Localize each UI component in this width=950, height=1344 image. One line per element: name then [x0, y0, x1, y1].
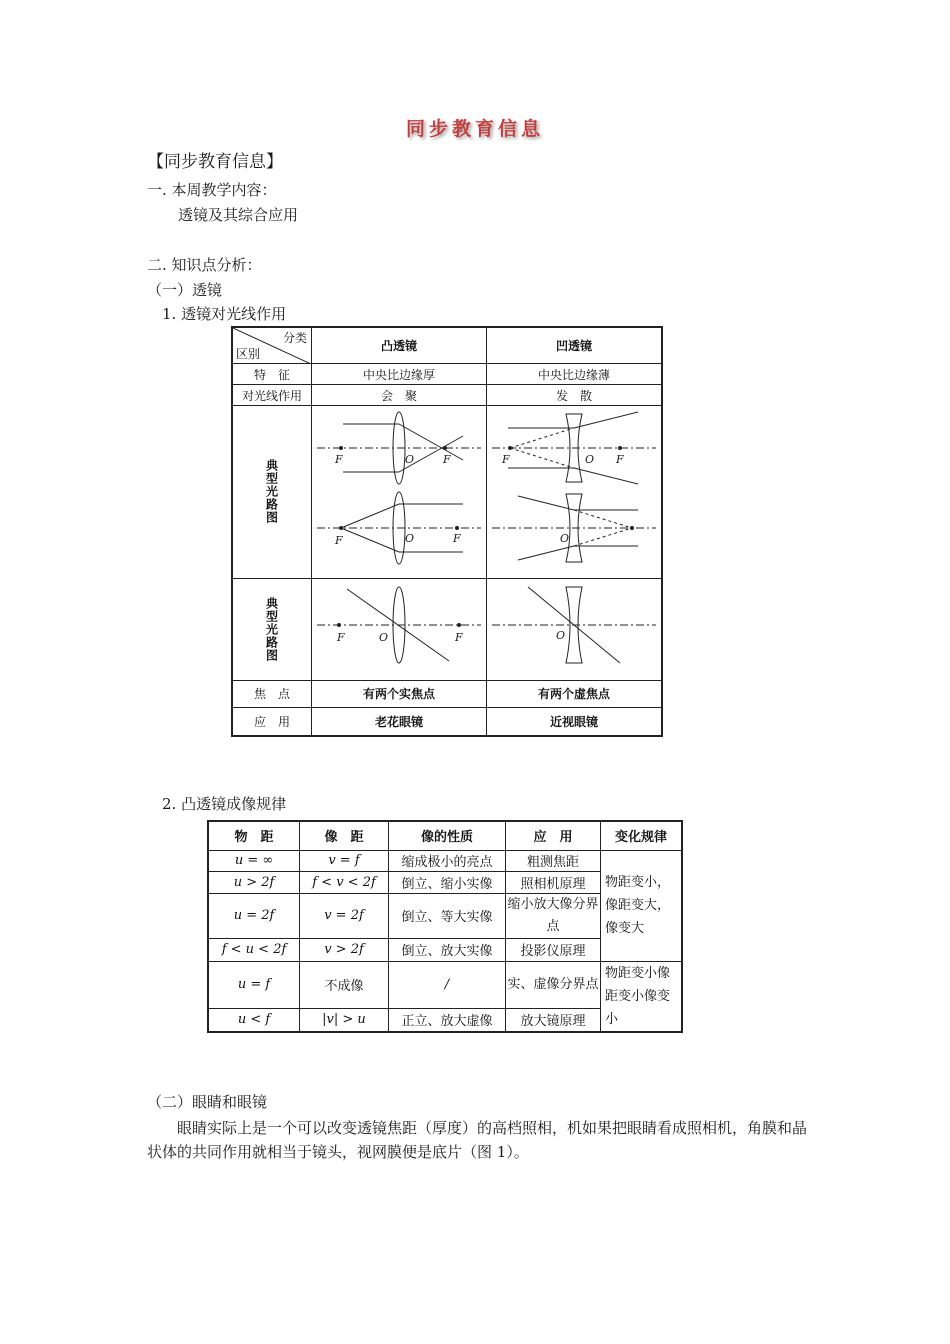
convex-center-f-left: F	[336, 631, 345, 645]
application-cell: 实、虚像分界点	[506, 961, 601, 1008]
convex-center-o: O	[378, 631, 389, 645]
item-2-title: 2. 凸透镜成像规律	[162, 795, 287, 813]
concave-bottom-o: O	[559, 531, 570, 545]
subsection-eye-title: （二）眼睛和眼镜	[147, 1093, 268, 1111]
u-cell: u = f	[208, 961, 300, 1008]
concave-focus: 有两个虚焦点	[486, 680, 662, 707]
convex-focus: 有两个实焦点	[312, 680, 487, 707]
v-cell: v = f	[300, 850, 389, 871]
u-cell: f < u < 2f	[208, 938, 300, 961]
row-label-feature: 特 征	[232, 363, 312, 384]
v-cell: |v| > u	[300, 1008, 389, 1032]
v-cell: f < v < 2f	[300, 871, 389, 893]
nature-cell: 倒立、放大实像	[389, 938, 506, 961]
section-1-content: 透镜及其综合应用	[178, 206, 299, 224]
concave-effect: 发 散	[486, 385, 662, 406]
convex-top-f-left: F	[334, 452, 343, 466]
convex-ray-diagram	[312, 406, 487, 578]
v-cell: v = 2f	[300, 893, 389, 938]
rule-virtual-image: 物距变小像距变小像变小	[601, 961, 683, 1032]
concave-top-f-left: F	[501, 452, 510, 466]
lens-comparison-table	[231, 326, 663, 737]
convex-bottom-o: O	[404, 531, 415, 545]
convex-center-f-right: F	[454, 631, 463, 645]
col-header-concave: 凹透镜	[486, 327, 662, 363]
convex-bottom-f-right: F	[452, 531, 461, 545]
row-label-effect: 对光线作用	[232, 385, 312, 406]
concave-feature: 中央比边缘薄	[486, 363, 662, 384]
u-cell: u < f	[208, 1008, 300, 1032]
section-header: 【同步教育信息】	[147, 152, 283, 172]
u-cell: u > 2f	[208, 871, 300, 893]
item-1-title: 1. 透镜对光线作用	[162, 305, 287, 323]
nature-cell: /	[389, 961, 506, 1008]
ray-diagram-label-2: 典型光路图	[264, 596, 279, 662]
header-image-distance: 像 距	[300, 821, 389, 850]
header-application: 应 用	[506, 821, 601, 850]
convex-center-ray-diagram	[312, 578, 487, 680]
header-change-rule: 变化规律	[601, 821, 683, 850]
concave-center-ray-diagram	[486, 578, 662, 680]
nature-cell: 倒立、缩小实像	[389, 871, 506, 893]
concave-center-o: O	[555, 629, 566, 643]
application-cell: 投影仪原理	[506, 938, 601, 961]
header-image-nature: 像的性质	[389, 821, 506, 850]
nature-cell: 缩成极小的亮点	[389, 850, 506, 871]
corner-top-label: 分类	[282, 331, 307, 345]
section-1-title: 一. 本周教学内容：	[147, 181, 277, 199]
convex-imaging-table	[207, 820, 683, 1033]
v-cell: v > 2f	[300, 938, 389, 961]
section-2-title: 二. 知识点分析：	[147, 256, 262, 274]
application-cell: 粗测焦距	[506, 850, 601, 871]
application-cell: 照相机原理	[506, 871, 601, 893]
col-header-convex: 凸透镜	[312, 327, 487, 363]
concave-ray-diagram	[486, 406, 662, 578]
corner-cell	[232, 327, 312, 363]
v-cell: 不成像	[300, 961, 389, 1008]
concave-top-f-right: F	[615, 452, 624, 466]
nature-cell: 倒立、等大实像	[389, 893, 506, 938]
convex-effect: 会 聚	[312, 385, 487, 406]
u-cell: u = ∞	[208, 850, 300, 871]
nature-cell: 正立、放大虚像	[389, 1008, 506, 1032]
row-label-focus: 焦 点	[232, 680, 312, 707]
eye-paragraph: 眼睛实际上是一个可以改变透镜焦距（厚度）的高档照相，机如果把眼睛看成照相机，角膜和晶状体的共同作用就相当于镜头，视网膜便是底片（图 1）。	[147, 1119, 808, 1161]
convex-top-f-right: F	[442, 452, 451, 466]
convex-bottom-f-left: F	[334, 533, 343, 547]
application-cell: 缩小放大像分界点	[506, 893, 601, 938]
convex-top-o: O	[404, 452, 415, 466]
concave-top-o: O	[584, 452, 595, 466]
concave-application: 近视眼镜	[486, 708, 662, 736]
u-cell: u = 2f	[208, 893, 300, 938]
page-title: 同步教育信息	[405, 118, 544, 140]
ray-diagram-label: 典型光路图	[264, 459, 279, 525]
convex-application: 老花眼镜	[312, 708, 487, 736]
rule-real-image: 物距变小，像距变大，像变大	[601, 850, 683, 961]
corner-bottom-label: 区别	[236, 346, 261, 361]
application-cell: 放大镜原理	[506, 1008, 601, 1032]
row-label-application: 应 用	[232, 708, 312, 736]
subsection-lens-title: （一）透镜	[147, 281, 223, 299]
convex-feature: 中央比边缘厚	[312, 363, 487, 384]
header-object-distance: 物 距	[208, 821, 300, 850]
